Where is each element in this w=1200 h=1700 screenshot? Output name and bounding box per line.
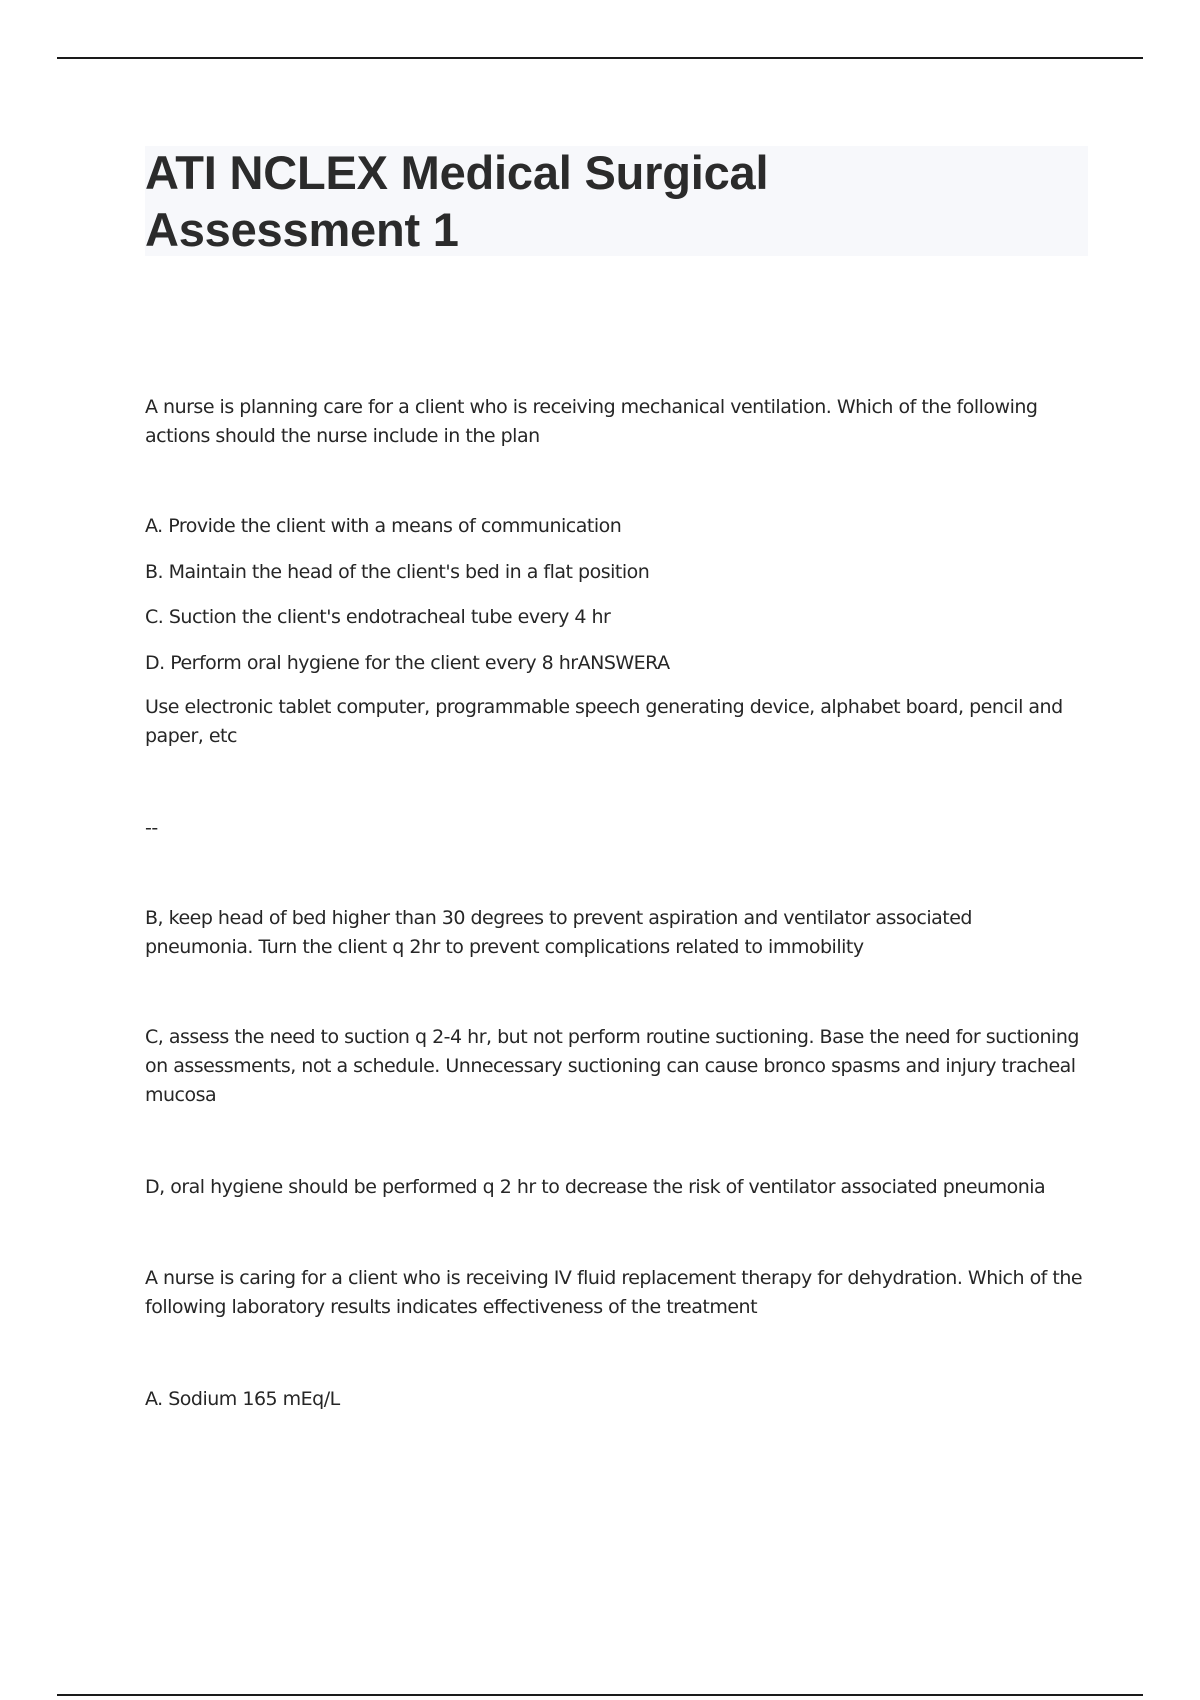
question-1-option-d: D. Perform oral hygiene for the client every 8 hrANSWERA xyxy=(145,652,670,674)
question-2-text: A nurse is caring for a client who is receiving IV fluid replacement therapy for dehydration. Which of the following laboratory results indicates effectiveness of the treatment xyxy=(145,1267,1083,1318)
question-1-option-b: B. Maintain the head of the client's bed in a flat position xyxy=(145,561,650,583)
question-1-option-c: C. Suction the client's endotracheal tube every 4 hr xyxy=(145,606,611,628)
rationale-b: B, keep head of bed higher than 30 degrees to prevent aspiration and ventilator associated pneumonia. Turn the client q 2hr to prevent complications related to immobility xyxy=(145,907,972,958)
question-1-option-a: A. Provide the client with a means of communication xyxy=(145,515,622,537)
question-1-answer-explanation: Use electronic tablet computer, programmable speech generating device, alphabet board, pencil and paper, etc xyxy=(145,696,1063,747)
rationale-c: C, assess the need to suction q 2-4 hr, but not perform routine suctioning. Base the need for suctioning on assessments, not a schedule. Unnecessary suctioning can cause bronco spasms and injury tracheal mucosa xyxy=(145,1026,1079,1106)
document-title: ATI NCLEX Medical Surgical Assessment 1 xyxy=(145,146,769,256)
bottom-rule xyxy=(57,1694,1143,1696)
question-1-text: A nurse is planning care for a client who is receiving mechanical ventilation. Which of the following actions should the nurse include in the plan xyxy=(145,396,1038,447)
question-2-option-a: A. Sodium 165 mEq/L xyxy=(145,1388,340,1410)
rationale-d: D, oral hygiene should be performed q 2 hr to decrease the risk of ventilator associated pneumonia xyxy=(145,1176,1046,1198)
separator-text: -- xyxy=(145,817,158,839)
top-rule xyxy=(57,57,1143,59)
